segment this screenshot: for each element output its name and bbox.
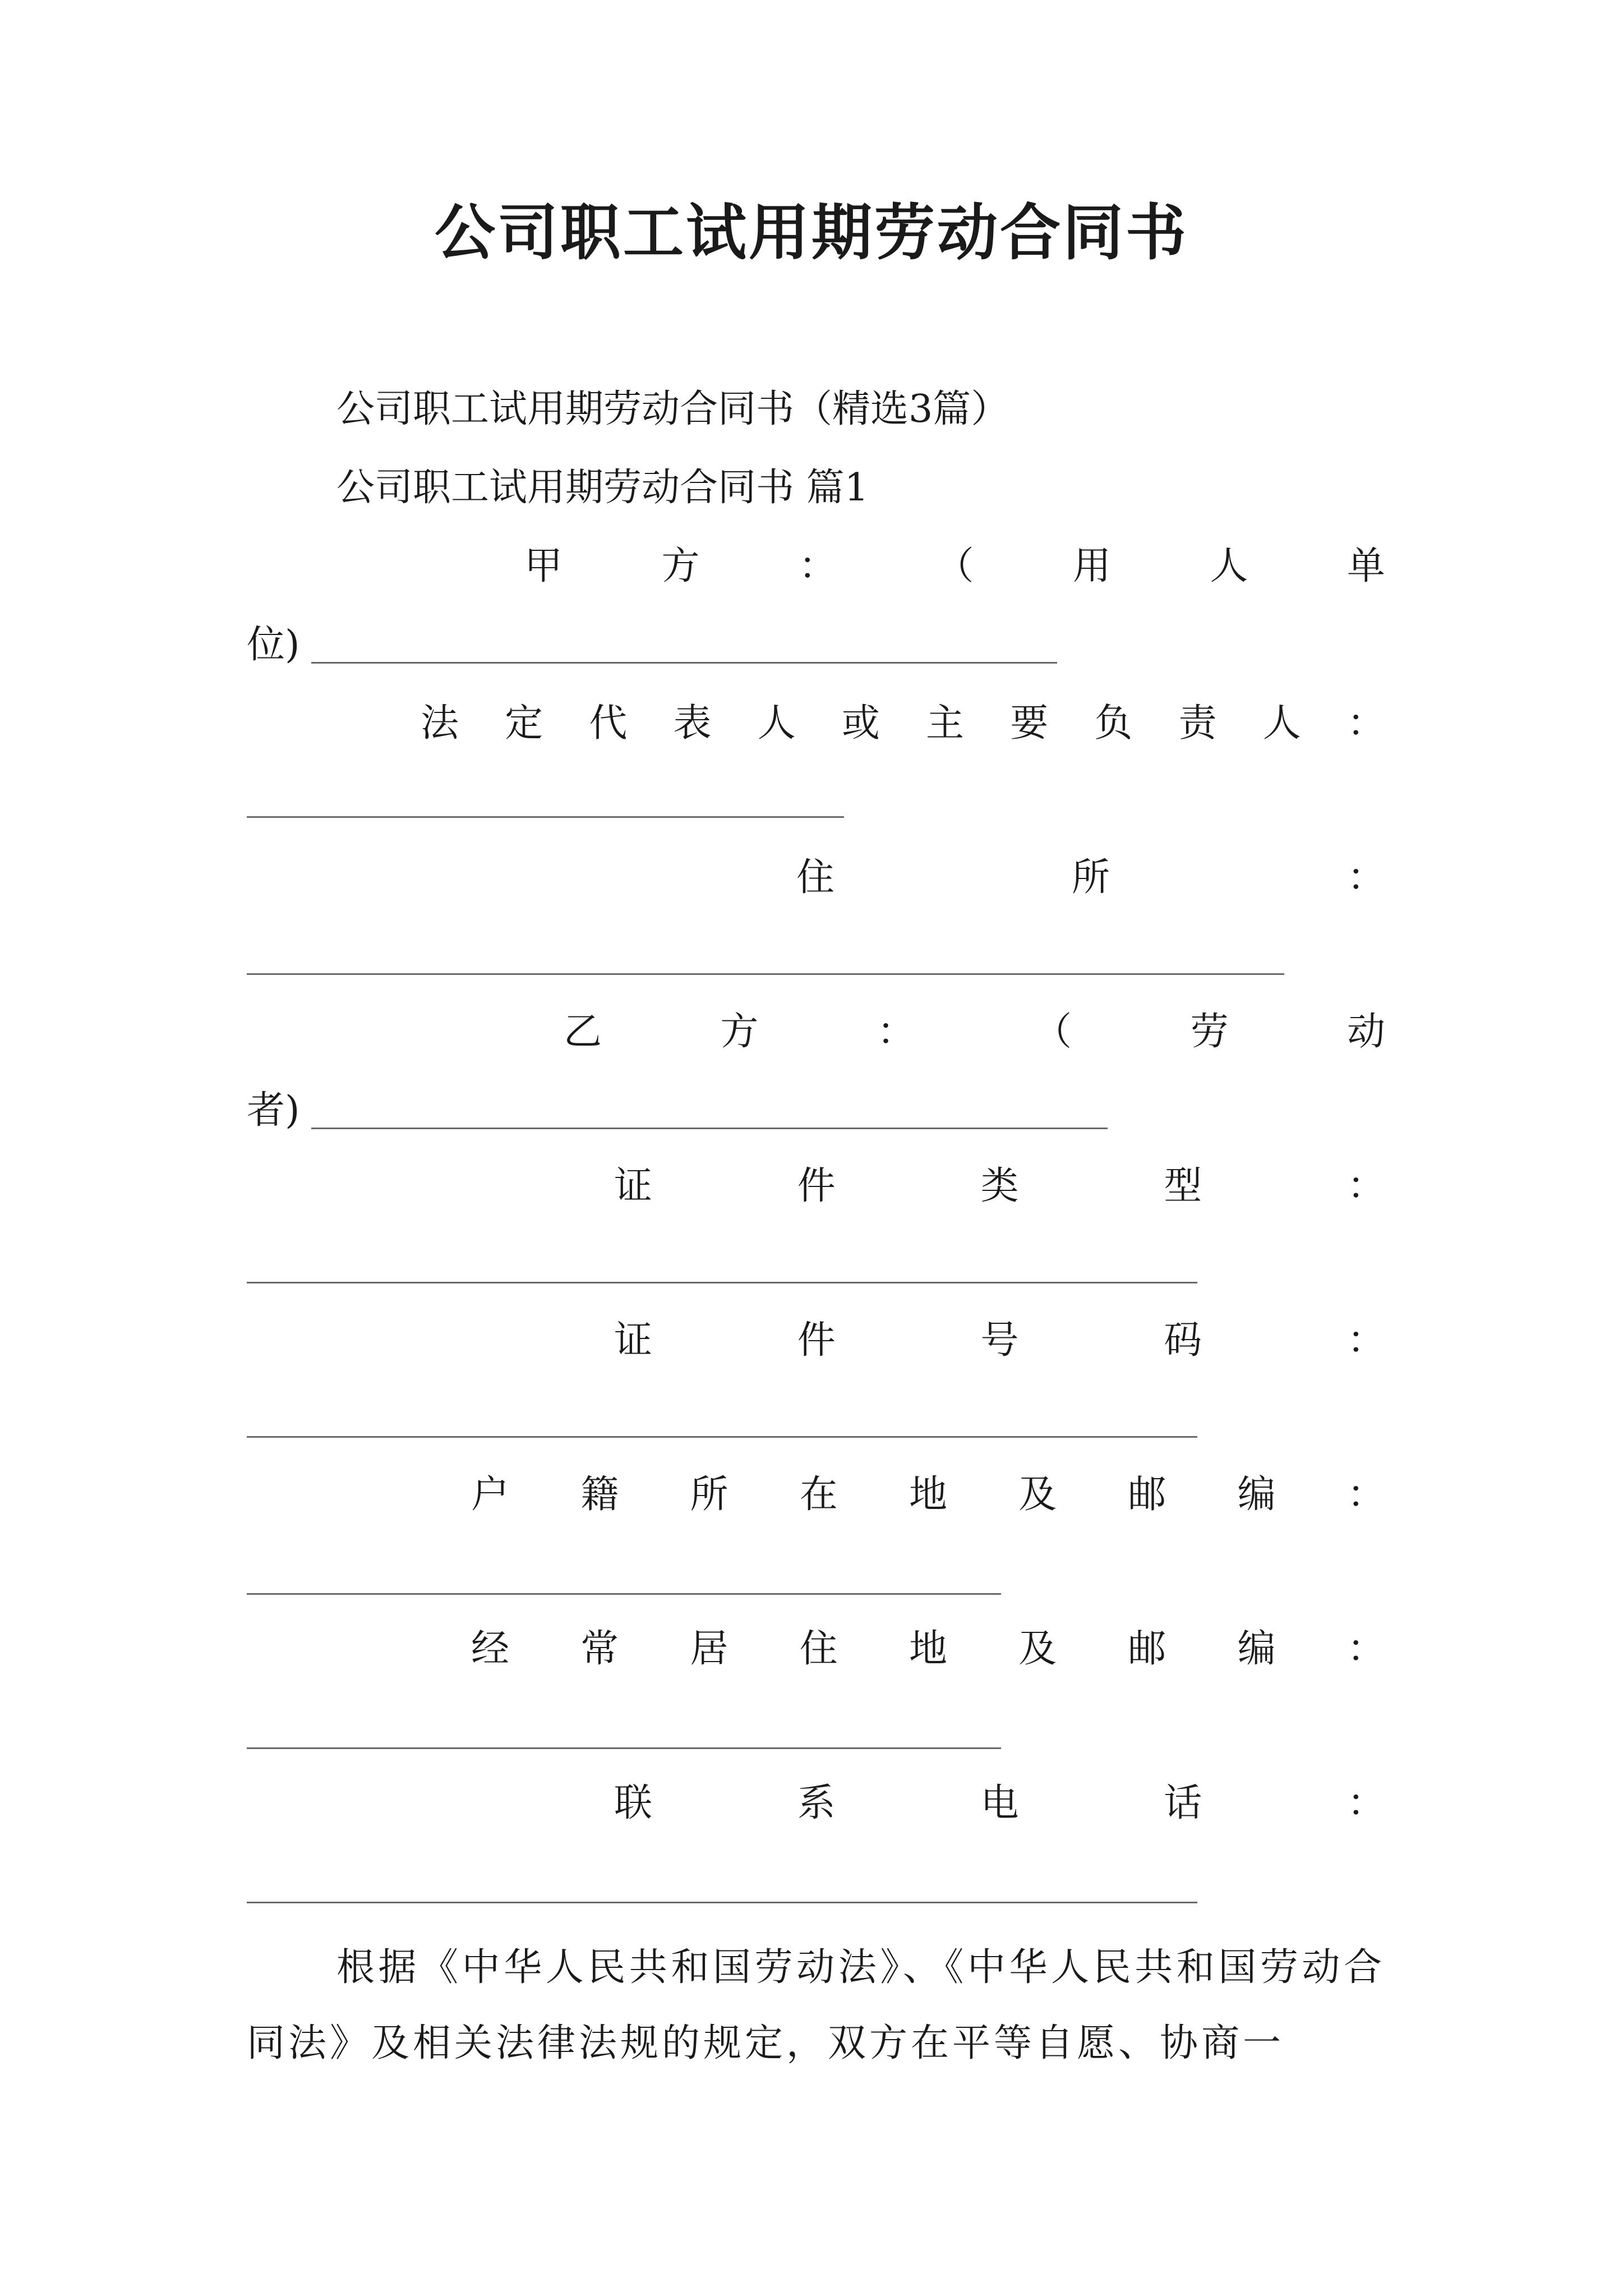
id-number-label: 证 件 号 码 ： bbox=[614, 1318, 1385, 1363]
subtitle: 公司职工试用期劳动合同书（精选3篇） bbox=[336, 387, 1009, 431]
household-label: 户 籍 所 在 地 及 邮 编 ： bbox=[471, 1473, 1385, 1517]
phone-label: 联 系 电 话 ： bbox=[614, 1781, 1385, 1825]
party-a-label-cont: 位) bbox=[247, 623, 300, 667]
party-b-blank[interactable] bbox=[311, 1128, 1108, 1129]
party-a-blank[interactable] bbox=[311, 662, 1057, 664]
party-b-label: 乙 方 ： （ 劳 动 bbox=[564, 1010, 1385, 1054]
id-number-blank[interactable] bbox=[247, 1436, 1197, 1438]
household-blank[interactable] bbox=[247, 1593, 1001, 1595]
id-type-blank[interactable] bbox=[247, 1282, 1197, 1283]
address-label: 住 所 ： bbox=[796, 855, 1385, 900]
address-blank[interactable] bbox=[247, 973, 1284, 975]
party-b-label-cont: 者) bbox=[247, 1088, 300, 1133]
section-heading: 公司职工试用期劳动合同书 篇1 bbox=[336, 466, 869, 510]
id-type-label: 证 件 类 型 ： bbox=[614, 1164, 1385, 1208]
document-title: 公司职工试用期劳动合同书 bbox=[434, 197, 1188, 268]
party-a-label: 甲 方 ： （ 用 人 单 bbox=[524, 544, 1385, 588]
phone-blank[interactable] bbox=[247, 1902, 1197, 1903]
body-paragraph: 根据《中华人民共和国劳动法》、《中华人民共和国劳动合同法》及相关法律法规的规定，双方在平等自愿、协商一 bbox=[247, 1945, 1385, 2065]
legal-rep-label: 法 定 代 表 人 或 主 要 负 责 人 ： bbox=[421, 701, 1385, 746]
residence-blank[interactable] bbox=[247, 1747, 1001, 1749]
residence-label: 经 常 居 住 地 及 邮 编 ： bbox=[471, 1627, 1385, 1671]
legal-rep-blank[interactable] bbox=[247, 816, 844, 818]
